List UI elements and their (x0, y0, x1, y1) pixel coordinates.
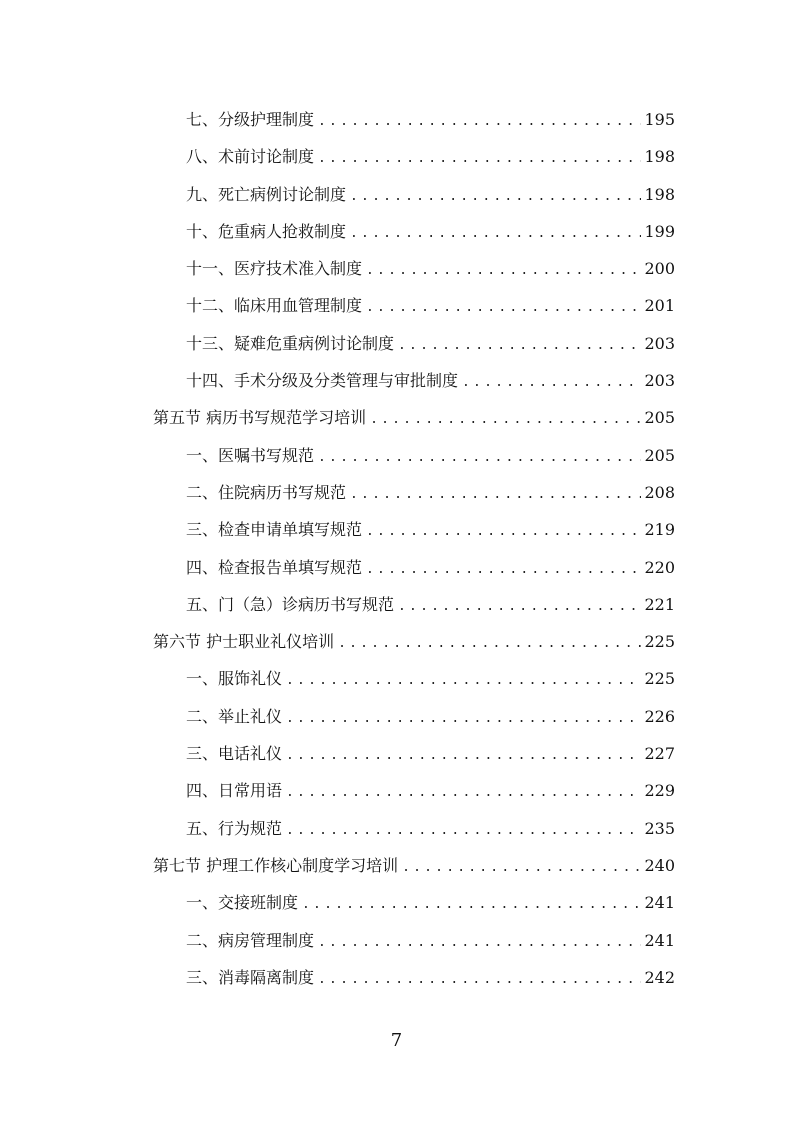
toc-entry-title: 三、消毒隔离制度 (186, 967, 315, 987)
toc-section-entry[interactable] (153, 399, 675, 436)
toc-dot-leader (350, 215, 641, 252)
toc-entry-page: 198 (644, 184, 675, 204)
toc-entry[interactable] (153, 586, 675, 623)
toc-dot-leader (318, 103, 641, 140)
toc-entry-title: 十三、疑难危重病例讨论制度 (186, 333, 395, 353)
toc-entry[interactable] (153, 101, 675, 138)
toc-dot-leader (338, 625, 641, 662)
toc-entry-page: 205 (644, 408, 675, 428)
toc-dot-leader (318, 140, 641, 177)
toc-entry-title: 一、服饰礼仪 (186, 669, 283, 689)
toc-entry-title: 十一、医疗技术准入制度 (186, 259, 363, 279)
toc-entry-page: 227 (644, 744, 675, 764)
toc-entry-title: 五、门（急）诊病历书写规范 (186, 594, 395, 614)
toc-entry[interactable] (153, 660, 675, 697)
toc-entry-page: 203 (644, 371, 675, 391)
toc-entry-title: 三、电话礼仪 (186, 744, 283, 764)
toc-entry[interactable] (153, 213, 675, 250)
toc-entry[interactable] (153, 810, 675, 847)
toc-dot-leader (398, 588, 641, 625)
toc-entry-title: 十、危重病人抢救制度 (186, 221, 347, 241)
toc-dot-leader (350, 178, 641, 215)
toc-entry-title: 一、交接班制度 (186, 893, 299, 913)
toc-entry-title: 二、住院病历书写规范 (186, 482, 347, 502)
toc-entry-page: 201 (644, 296, 675, 316)
toc-entry-title: 十四、手术分级及分类管理与审批制度 (186, 371, 459, 391)
toc-dot-leader (462, 364, 641, 401)
toc-dot-leader (286, 662, 641, 699)
toc-entry-title: 三、检查申请单填写规范 (186, 520, 363, 540)
toc-entry-title: 四、日常用语 (186, 781, 283, 801)
toc-entry-page: 199 (644, 221, 675, 241)
toc-dot-leader (398, 327, 641, 364)
toc-entry-page: 219 (644, 520, 675, 540)
toc-entry[interactable] (153, 511, 675, 548)
toc-dot-leader (366, 551, 641, 588)
toc-entry-title: 五、行为规范 (186, 818, 283, 838)
toc-entry[interactable] (153, 176, 675, 213)
toc-entry-page: 235 (644, 818, 675, 838)
toc-dot-leader (302, 886, 641, 923)
toc-dot-leader (366, 252, 641, 289)
toc-dot-leader (350, 476, 641, 513)
toc-entry-page: 226 (644, 706, 675, 726)
toc-entry-page: 198 (644, 147, 675, 167)
toc-entry-page: 221 (644, 594, 675, 614)
toc-dot-leader (318, 961, 641, 998)
toc-entry-page: 195 (644, 110, 675, 129)
toc-dot-leader (286, 737, 641, 774)
toc-entry-title: 第七节 护理工作核心制度学习培训 (153, 855, 399, 875)
toc-entry-title: 九、死亡病例讨论制度 (186, 184, 347, 204)
toc-dot-leader (370, 401, 641, 438)
toc-entry[interactable] (153, 922, 675, 959)
toc-entry-page: 203 (644, 333, 675, 353)
toc-entry[interactable] (153, 362, 675, 399)
toc-entry-title: 四、检查报告单填写规范 (186, 557, 363, 577)
toc-entry-title: 二、病房管理制度 (186, 930, 315, 950)
toc-entry-page: 205 (644, 445, 675, 465)
toc-entry[interactable] (153, 698, 675, 735)
toc-entry-page: 220 (644, 557, 675, 577)
toc-entry-page: 241 (644, 893, 675, 913)
toc-entry[interactable] (153, 959, 675, 996)
toc-entry[interactable] (153, 474, 675, 511)
toc-section-entry[interactable] (153, 847, 675, 884)
toc-entry-page: 200 (644, 259, 675, 279)
toc-entry-page: 208 (644, 482, 675, 502)
toc-entry-title: 八、术前讨论制度 (186, 147, 315, 167)
toc-dot-leader (318, 439, 641, 476)
toc-entry[interactable] (153, 250, 675, 287)
toc-entry[interactable] (153, 735, 675, 772)
toc-entry-title: 第六节 护士职业礼仪培训 (153, 632, 335, 652)
toc-entry-page: 229 (644, 781, 675, 801)
toc-entry-page: 225 (644, 669, 675, 689)
toc-section-entry[interactable] (153, 623, 675, 660)
toc-entry[interactable] (153, 772, 675, 809)
toc-dot-leader (286, 812, 641, 849)
toc-entry[interactable] (153, 884, 675, 921)
toc-entry-page: 241 (644, 930, 675, 950)
table-of-contents (153, 101, 675, 996)
toc-entry[interactable] (153, 437, 675, 474)
toc-entry-title: 第五节 病历书写规范学习培训 (153, 408, 367, 428)
toc-dot-leader (318, 924, 641, 961)
toc-entry-page: 242 (644, 967, 675, 987)
toc-entry-title: 二、举止礼仪 (186, 706, 283, 726)
toc-dot-leader (402, 849, 641, 886)
toc-entry[interactable] (153, 549, 675, 586)
toc-entry[interactable] (153, 325, 675, 362)
toc-entry-title: 一、医嘱书写规范 (186, 445, 315, 465)
toc-dot-leader (366, 289, 641, 326)
toc-entry-page: 240 (644, 855, 675, 875)
toc-entry[interactable] (153, 138, 675, 175)
toc-entry-page: 225 (644, 632, 675, 652)
toc-entry-title: 七、分级护理制度 (186, 110, 315, 129)
toc-dot-leader (286, 700, 641, 737)
toc-entry[interactable] (153, 287, 675, 324)
toc-dot-leader (286, 774, 641, 811)
page-number: 7 (390, 1030, 403, 1051)
toc-entry-title: 十二、临床用血管理制度 (186, 296, 363, 316)
toc-dot-leader (366, 513, 641, 550)
